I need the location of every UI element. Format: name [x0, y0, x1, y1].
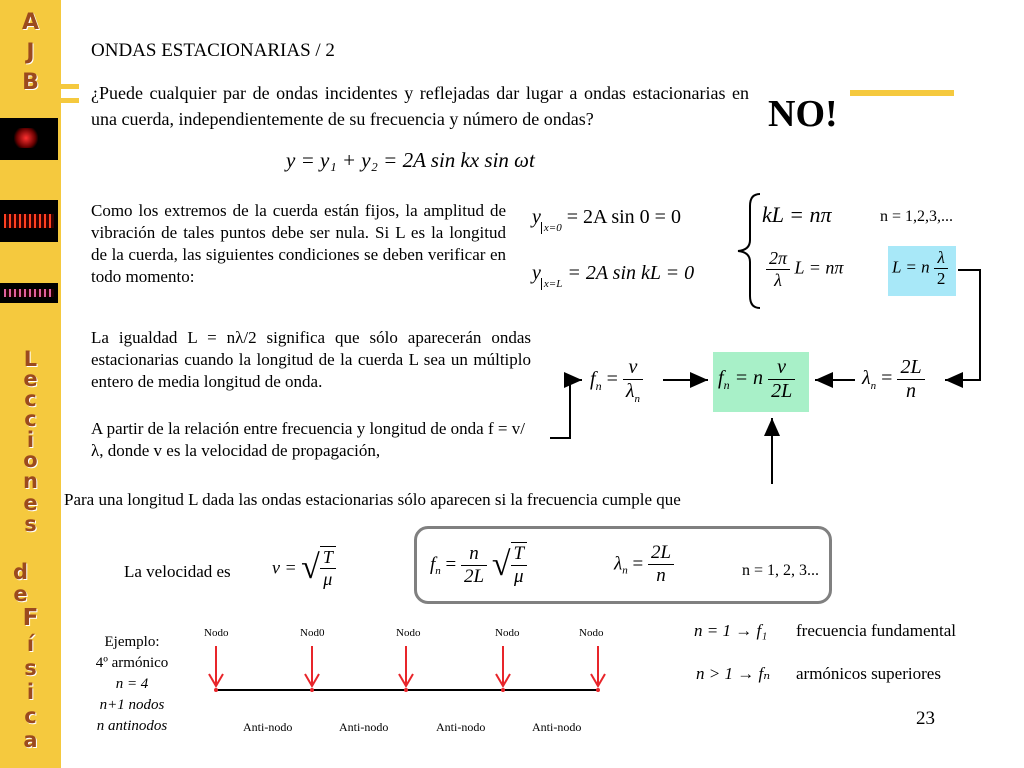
paragraph-equality: La igualdad L = nλ/2 significa que sólo aparecerán ondas estacionarias cuando la longitud de la cuerda L sea un múltiplo entero de media longitud de onda. [91, 328, 531, 391]
frac-num: T [320, 547, 336, 569]
fn-result: $f_n$ = $\frac{n}{2L}$ √ $\frac{T}{\mu}$ [430, 542, 527, 588]
fn-sub: n [723, 378, 730, 393]
fundamental-condition: n = 1 → f₁ [694, 621, 768, 640]
antinode-label: Anti-nodo [243, 720, 293, 734]
kL-equation: kL = nπ [762, 202, 832, 227]
frac-den: μ [514, 566, 524, 587]
sidebar-letter: c [24, 387, 37, 411]
lambda-result [614, 542, 674, 587]
antinode-label: Anti-nodo [339, 720, 389, 734]
sidebar-letter: i [26, 680, 35, 704]
sidebar-letter: e [23, 491, 38, 515]
sidebar-letter: J [26, 40, 35, 65]
eq-sign: = [606, 368, 618, 391]
antinode-label: Anti-nodo [532, 720, 582, 734]
frac-den: n [656, 565, 666, 586]
example-line: n = 4 [115, 676, 149, 692]
node-label: Nodo [579, 627, 604, 639]
sidebar-letter: s [24, 512, 37, 536]
frac-den: 2L [464, 565, 485, 587]
lambda: λ [614, 553, 623, 575]
paragraph-condition: Para una longitud L dada las ondas estacionarias sólo aparecen si la frecuencia cumple que [64, 490, 681, 509]
thumbnail-image [0, 283, 58, 303]
sidebar-letter: d [12, 560, 29, 584]
boundary-eq-x0 [532, 206, 681, 234]
L-eq: L = n [892, 257, 930, 277]
fn-sub: n [435, 565, 441, 578]
string-diagram [200, 640, 620, 700]
fn: f [590, 368, 596, 391]
node-label: Nodo [204, 627, 229, 639]
frac-den: λ [774, 270, 782, 290]
node-label: Nodo [495, 627, 520, 639]
frac-den: 2L [771, 380, 793, 402]
sidebar-letter: s [24, 656, 37, 680]
frac-den: 2 [936, 269, 946, 288]
answer-no: NO! [768, 93, 838, 135]
frac-num: n [461, 543, 487, 566]
frac-num: v [623, 356, 643, 380]
sidebar-letter: n [23, 469, 38, 493]
frac-num: 2L [648, 542, 674, 565]
frac-num: λ [934, 248, 949, 269]
frac-num: 2π [766, 248, 790, 270]
higher-condition: n > 1 → fₙ [696, 664, 771, 683]
n-list: n = 1, 2, 3... [742, 562, 820, 579]
fn-sub: n [595, 379, 602, 394]
frac-den: n [906, 380, 917, 402]
higher-label: armónicos superiores [796, 664, 941, 683]
lambda: λ [625, 380, 635, 402]
accent-line [61, 98, 79, 103]
frac-num: T [511, 543, 528, 566]
example-line: n antinodos [96, 718, 168, 734]
fn: f [718, 367, 724, 390]
sidebar [0, 0, 61, 768]
sub: n [870, 380, 877, 393]
page-number: 23 [916, 708, 935, 729]
fn: f [430, 554, 436, 575]
L-npi: L = nπ [794, 257, 844, 278]
eq-n: = n [734, 367, 764, 390]
sidebar-letter: a [23, 728, 38, 752]
page-title: ONDAS ESTACIONARIAS / 2 [91, 40, 335, 61]
eq-sign: = [881, 367, 893, 390]
sidebar-letter: F [22, 605, 39, 631]
velocity-label: La velocidad es [124, 562, 231, 581]
eq-sign: = [632, 553, 644, 575]
sidebar-letter: c [24, 407, 37, 431]
sidebar-letter: o [23, 448, 38, 472]
lambda: λ [862, 367, 871, 390]
wave-equation: y = y₁ + y₂ = 2A sin kx sin ωt [286, 148, 535, 172]
n-values: n = 1,2,3,... [880, 208, 954, 225]
accent-line [850, 90, 954, 96]
frac-num: 2L [897, 356, 924, 380]
sidebar-letter: L [23, 347, 38, 371]
sidebar-letter: A [21, 10, 40, 35]
example-block [90, 632, 174, 737]
example-line: n+1 nodos [99, 697, 165, 713]
frac-num: v [768, 356, 795, 380]
sidebar-letter: í [26, 632, 35, 656]
eq-y: y [532, 206, 541, 228]
v-eq: v = [272, 557, 297, 578]
connector-arrows [540, 262, 990, 502]
thumbnail-image [0, 200, 58, 242]
node-label: Nod0 [300, 627, 325, 639]
antinode-label: Anti-nodo [436, 720, 486, 734]
sub: n [634, 393, 641, 405]
example-line: Ejemplo: [104, 634, 160, 650]
fundamental-label: frecuencia fundamental [796, 621, 956, 640]
paragraph-fixed-ends: Como los extremos de la cuerda están fijos, la amplitud de vibración de tales puntos debe ser nula. Si L es la longitud de la cuerda, las siguientes condiciones se deben verificar en todo momento: [91, 201, 506, 286]
eq-rhs: = 2A sin kL = 0 [567, 262, 695, 284]
node-label: Nodo [396, 627, 421, 639]
eq-y: y [532, 262, 541, 284]
sidebar-letter: e [13, 582, 28, 606]
sidebar-letter: i [26, 428, 35, 452]
eq-subscript: x=L [541, 278, 562, 290]
accent-line [61, 84, 79, 89]
sidebar-letter: e [23, 367, 38, 391]
sub: n [622, 564, 628, 577]
paragraph-relation: A partir de la relación entre frecuencia y longitud de onda f = v/λ, donde v es la velocidad de propagación, [91, 419, 525, 460]
velocity-equation: v = √ $\frac{T}{\mu}$ [272, 546, 336, 590]
eq-sign: = [445, 554, 457, 575]
eq-subscript: x=0 [541, 222, 562, 234]
eq-rhs: = 2A sin 0 = 0 [566, 206, 681, 228]
sidebar-letter: c [24, 704, 37, 728]
example-line: 4º armónico [95, 655, 169, 671]
sidebar-letter: B [22, 70, 39, 95]
thumbnail-image [0, 118, 58, 160]
question-text: ¿Puede cualquier par de ondas incidentes y reflejadas dar lugar a ondas estacionarias en una cuerda, independientemente de su frecuencia y número de ondas? [91, 83, 749, 129]
frac-den: μ [323, 569, 333, 589]
